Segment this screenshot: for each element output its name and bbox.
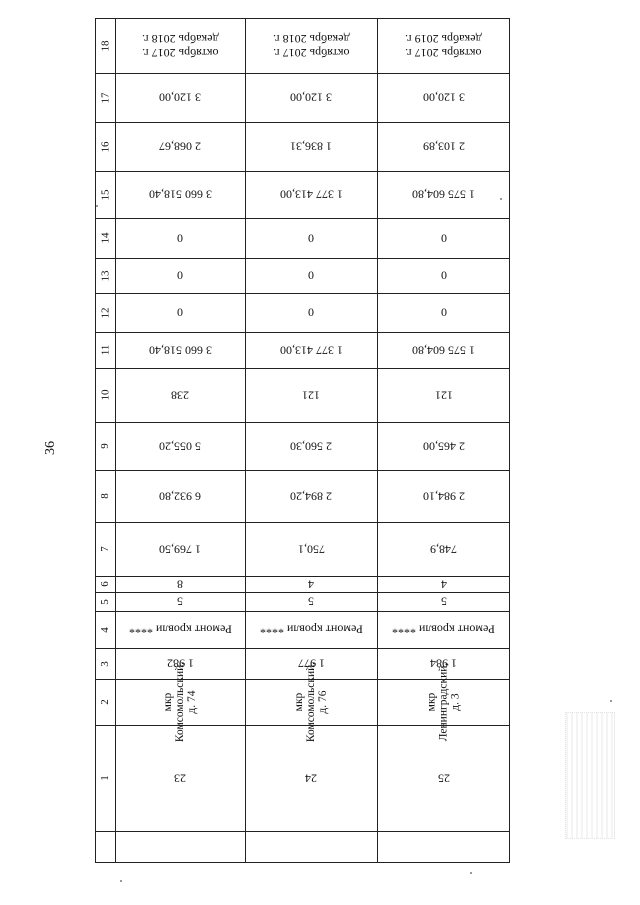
table-cell-col-12-text: 0 bbox=[440, 305, 447, 320]
address-cell-line: Комсомольский, bbox=[305, 661, 317, 743]
table-cell-col-17-text: 3 120,00 bbox=[159, 90, 201, 105]
table-cell-col-1 bbox=[115, 725, 245, 831]
column-number-header-text: 3 bbox=[99, 660, 111, 667]
table-cell-col-17 bbox=[377, 73, 510, 122]
scan-speck bbox=[120, 880, 122, 882]
column-number-header bbox=[95, 522, 115, 576]
table-cell-col-13 bbox=[115, 258, 245, 293]
table-cell-col-1 bbox=[245, 725, 377, 831]
table-cell-col-9 bbox=[377, 422, 510, 470]
period-cell-line: октябрь 2017 г. bbox=[141, 45, 219, 60]
table-cell-col-5-text: 5 bbox=[308, 594, 314, 609]
table-cell-col-8 bbox=[115, 470, 245, 522]
table-cell-col-15 bbox=[115, 171, 245, 218]
period-cell-line: октябрь 2017 г. bbox=[272, 45, 350, 60]
table-cell-col-1-text: 24 bbox=[305, 771, 317, 786]
scan-speck bbox=[470, 872, 472, 874]
period-cell bbox=[377, 18, 510, 73]
column-number-header-text: 12 bbox=[99, 307, 111, 318]
column-number-header-text: 13 bbox=[99, 270, 111, 281]
column-number-header bbox=[95, 679, 115, 725]
period-cell bbox=[115, 18, 245, 73]
column-number-header-text: 8 bbox=[99, 493, 111, 499]
table-cell-col-7 bbox=[377, 522, 510, 576]
table-cell-col-1-text: 23 bbox=[174, 771, 186, 786]
table-cell-col-14 bbox=[245, 218, 377, 258]
page-number: 36 bbox=[43, 441, 58, 455]
table-cell-col-7-text: 1 769,50 bbox=[159, 542, 201, 557]
table-cell-col-17 bbox=[245, 73, 377, 122]
table-cell-col-11 bbox=[115, 332, 245, 368]
table-cell-col-9 bbox=[115, 422, 245, 470]
table-cell-col-10-text: 121 bbox=[434, 388, 453, 403]
period-cell-line: декабрь 2018 г. bbox=[272, 31, 350, 46]
period-cell-line: декабрь 2019 г. bbox=[405, 31, 482, 46]
table-cell-col-16 bbox=[377, 122, 510, 171]
column-number-header-text: 11 bbox=[99, 344, 111, 356]
column-number-header-text: 14 bbox=[99, 232, 111, 244]
table-cell-col-14 bbox=[377, 218, 510, 258]
table-cell-col-16-text: 1 836,31 bbox=[290, 139, 332, 154]
table-cell-col-13-text: 0 bbox=[177, 268, 183, 283]
table-cell-col-15-text: 1 575 604,80 bbox=[412, 187, 475, 202]
table-cell-col-10 bbox=[377, 368, 510, 422]
column-number-header bbox=[95, 592, 115, 611]
column-number-header bbox=[95, 611, 115, 648]
column-number-header-text: 9 bbox=[99, 443, 111, 449]
table-cell-col-13-text: 0 bbox=[440, 268, 447, 283]
column-number-header-text: 6 bbox=[99, 581, 111, 587]
table-cell-col-9-text: 5 055,20 bbox=[159, 439, 201, 454]
column-number-header bbox=[95, 648, 115, 679]
table-cell-col-13 bbox=[377, 258, 510, 293]
table-cell-col-12 bbox=[377, 293, 510, 332]
table-cell-col-12-text: 0 bbox=[177, 305, 183, 320]
table-cell-col-5 bbox=[245, 592, 377, 611]
table-cell-col-11-text: 1 575 604,80 bbox=[412, 343, 475, 358]
table-cell-col-16-text: 2 103,89 bbox=[422, 139, 465, 154]
column-number-header bbox=[95, 258, 115, 293]
table-cell-col-10 bbox=[245, 368, 377, 422]
table-cell-col-17-text: 3 120,00 bbox=[422, 90, 465, 105]
table-cell-col-11-text: 1 377 413,00 bbox=[279, 343, 343, 358]
column-number-header bbox=[95, 368, 115, 422]
table-cell-col-14-text: 0 bbox=[308, 231, 314, 246]
table-cell-col-6-text: 4 bbox=[440, 577, 447, 592]
table-cell-col-11 bbox=[377, 332, 510, 368]
table-cell-col-16 bbox=[115, 122, 245, 171]
table-cell-col-8-text: 2 894,20 bbox=[290, 489, 332, 504]
address-cell-line: д. 76 bbox=[317, 690, 329, 714]
table-cell-col-11-text: 3 660 518,40 bbox=[148, 343, 212, 358]
table-cell-col-8-text: 6 932,80 bbox=[159, 489, 201, 504]
column-number-header-text: 17 bbox=[99, 92, 111, 103]
table-cell-col-7-text: 750,1 bbox=[297, 542, 325, 557]
table-cell-col-14 bbox=[115, 218, 245, 258]
address-cell-line: мкр bbox=[293, 692, 305, 712]
table-cell-col-4-text: Ремонт кровли **** bbox=[259, 622, 363, 637]
table-cell-col-3-text: 1 982 bbox=[166, 656, 194, 671]
table-cell-col-9-text: 2 560,30 bbox=[290, 439, 332, 454]
column-number-header-text: 18 bbox=[99, 40, 111, 51]
period-cell-line: октябрь 2017 г. bbox=[405, 45, 482, 60]
table-cell-col-6 bbox=[115, 576, 245, 592]
table-cell-col-5 bbox=[115, 592, 245, 611]
row-divider bbox=[95, 831, 510, 832]
data-table bbox=[95, 18, 510, 863]
table-cell-col-8 bbox=[377, 470, 510, 522]
column-number-header bbox=[95, 171, 115, 218]
period-cell bbox=[245, 18, 377, 73]
table-cell-col-9 bbox=[245, 422, 377, 470]
scan-speck bbox=[96, 205, 98, 207]
table-cell-col-6 bbox=[377, 576, 510, 592]
table-cell-col-14-text: 0 bbox=[440, 231, 447, 246]
table-cell-col-4-text: Ремонт кровли **** bbox=[392, 622, 495, 637]
table-cell-col-13-text: 0 bbox=[308, 268, 314, 283]
scan-speck bbox=[500, 198, 502, 200]
table-cell-col-6 bbox=[245, 576, 377, 592]
table-cell-col-12 bbox=[245, 293, 377, 332]
table-cell-col-15 bbox=[245, 171, 377, 218]
table-cell-col-5-text: 5 bbox=[177, 594, 183, 609]
column-number-header-text: 5 bbox=[99, 598, 111, 605]
column-number-header-text: 7 bbox=[99, 546, 111, 552]
table-cell-col-10 bbox=[115, 368, 245, 422]
table-cell-col-11 bbox=[245, 332, 377, 368]
table-cell-col-6-text: 8 bbox=[177, 577, 183, 592]
table-cell-col-1-text: 25 bbox=[437, 771, 450, 786]
table-cell-col-15-text: 1 377 413,00 bbox=[279, 187, 343, 202]
address-cell-line: мкр bbox=[162, 692, 174, 712]
column-number-header bbox=[95, 576, 115, 592]
column-number-header-text: 1 bbox=[99, 775, 111, 781]
table-cell-col-5 bbox=[377, 592, 510, 611]
table-cell-col-5-text: 5 bbox=[440, 594, 447, 609]
table-cell-col-7 bbox=[115, 522, 245, 576]
table-cell-col-12-text: 0 bbox=[308, 305, 314, 320]
column-number-header-text: 10 bbox=[99, 389, 111, 401]
table-cell-col-10-text: 121 bbox=[302, 388, 320, 403]
column-number-header bbox=[95, 422, 115, 470]
column-number-header-text: 15 bbox=[99, 189, 111, 200]
table-cell-col-17-text: 3 120,00 bbox=[290, 90, 332, 105]
table-cell-col-8 bbox=[245, 470, 377, 522]
table-cell-col-4-text: Ремонт кровли **** bbox=[128, 622, 232, 637]
table-cell-col-4 bbox=[245, 611, 377, 648]
table-cell-col-15 bbox=[377, 171, 510, 218]
table-cell-col-3-text: 1 984 bbox=[430, 656, 457, 671]
address-cell-line: д. 3 bbox=[449, 693, 462, 711]
column-number-header bbox=[95, 725, 115, 831]
column-number-header bbox=[95, 470, 115, 522]
address-cell-line: Ленинградский, bbox=[437, 662, 450, 742]
column-number-header-text: 16 bbox=[99, 141, 111, 152]
column-number-header bbox=[95, 218, 115, 258]
column-number-header-text: 2 bbox=[99, 699, 111, 705]
column-number-header bbox=[95, 122, 115, 171]
column-number-header bbox=[95, 332, 115, 368]
address-cell-line: Комсомольский, bbox=[174, 661, 186, 743]
column-number-header bbox=[95, 293, 115, 332]
table-cell-col-1 bbox=[377, 725, 510, 831]
scan-speck bbox=[610, 700, 612, 702]
address-cell-line: д. 74 bbox=[186, 690, 198, 714]
faint-stamp-mark bbox=[565, 712, 615, 839]
table-cell-col-7-text: 748,9 bbox=[430, 542, 457, 557]
table-cell-col-16-text: 2 068,67 bbox=[159, 139, 201, 154]
table-cell-col-16 bbox=[245, 122, 377, 171]
column-number-header bbox=[95, 73, 115, 122]
table-cell-col-13 bbox=[245, 258, 377, 293]
table-cell-col-7 bbox=[245, 522, 377, 576]
table-cell-col-15-text: 3 660 518,40 bbox=[148, 187, 212, 202]
column-number-header bbox=[95, 18, 115, 73]
table-cell-col-3-text: 1 977 bbox=[297, 656, 325, 671]
address-cell-line: мкр bbox=[425, 692, 438, 712]
column-number-header-text: 4 bbox=[99, 626, 111, 633]
table-cell-col-6-text: 4 bbox=[308, 577, 314, 592]
table-cell-col-9-text: 2 465,00 bbox=[422, 439, 465, 454]
table-cell-col-14-text: 0 bbox=[177, 231, 183, 246]
table-cell-col-4 bbox=[115, 611, 245, 648]
table-cell-col-12 bbox=[115, 293, 245, 332]
table-cell-col-8-text: 2 984,10 bbox=[422, 489, 465, 504]
table-cell-col-4 bbox=[377, 611, 510, 648]
period-cell-line: декабрь 2018 г. bbox=[141, 31, 219, 46]
table-cell-col-10-text: 238 bbox=[171, 388, 189, 403]
table-cell-col-17 bbox=[115, 73, 245, 122]
